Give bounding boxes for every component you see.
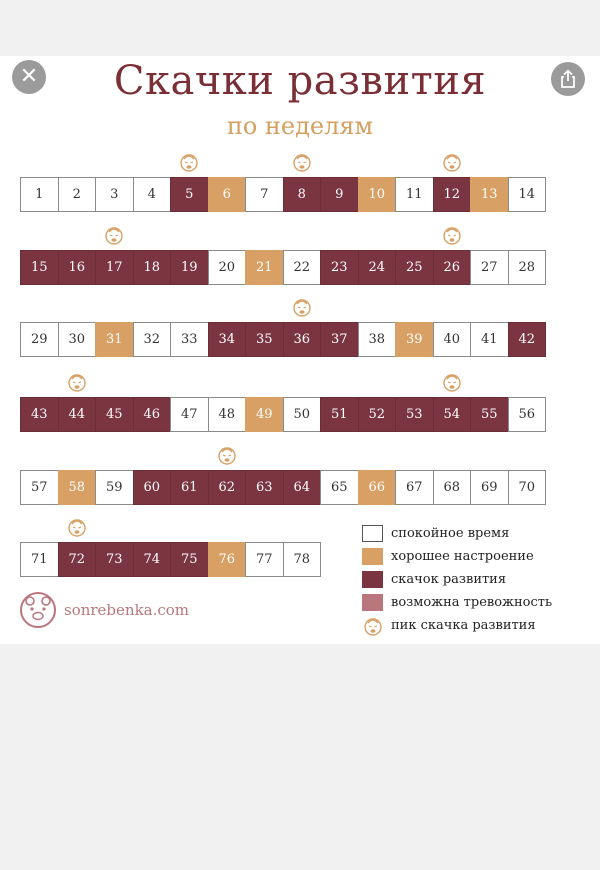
week-cell-19: 19 (170, 250, 209, 285)
week-cell-2: 2 (58, 177, 97, 212)
week-cell-34: 34 (208, 322, 247, 357)
crying-baby-icon (441, 371, 463, 393)
week-cell-24: 24 (358, 250, 397, 285)
week-cell-22: 22 (283, 250, 322, 285)
week-cell-16: 16 (58, 250, 97, 285)
week-cell-78: 78 (283, 542, 322, 577)
week-cell-76: 76 (208, 542, 247, 577)
week-cell-31: 31 (95, 322, 134, 357)
week-row (20, 177, 545, 212)
legend-item-good (362, 545, 552, 568)
week-cell-4: 4 (133, 177, 172, 212)
week-cell-49: 49 (245, 397, 284, 432)
week-cell-67: 67 (395, 470, 434, 505)
week-cell-30: 30 (58, 322, 97, 357)
week-cell-61: 61 (170, 470, 209, 505)
crying-baby-icon (216, 444, 238, 466)
week-cell-63: 63 (245, 470, 284, 505)
week-cell-60: 60 (133, 470, 172, 505)
week-cell-37: 37 (320, 322, 359, 357)
week-cell-56: 56 (508, 397, 547, 432)
week-cell-54: 54 (433, 397, 472, 432)
legend-item-leap (362, 568, 552, 591)
infographic-title: Скачки развития (113, 58, 487, 104)
legend-item-anxiety (362, 591, 552, 614)
share-button[interactable] (551, 62, 585, 96)
legend-swatch (362, 571, 383, 588)
week-cell-72: 72 (58, 542, 97, 577)
bear-logo-icon (16, 590, 60, 630)
week-cell-5: 5 (170, 177, 209, 212)
week-cell-41: 41 (470, 322, 509, 357)
legend-item-peak (362, 614, 552, 637)
week-cell-64: 64 (283, 470, 322, 505)
crying-baby-icon (441, 151, 463, 173)
week-cell-3: 3 (95, 177, 134, 212)
legend-label: скачок развития (391, 572, 507, 587)
week-cell-48: 48 (208, 397, 247, 432)
week-cell-18: 18 (133, 250, 172, 285)
legend-swatch (362, 548, 383, 565)
week-cell-14: 14 (508, 177, 547, 212)
week-cell-62: 62 (208, 470, 247, 505)
week-cell-42: 42 (508, 322, 547, 357)
week-cell-45: 45 (95, 397, 134, 432)
week-row (20, 397, 545, 432)
crying-baby-icon (362, 615, 383, 636)
crying-baby-icon (291, 151, 313, 173)
week-row (20, 470, 545, 505)
week-cell-10: 10 (358, 177, 397, 212)
crying-baby-icon (66, 371, 88, 393)
week-cell-70: 70 (508, 470, 547, 505)
week-row (20, 250, 545, 285)
infographic-subtitle: по неделям (226, 112, 374, 140)
week-cell-39: 39 (395, 322, 434, 357)
week-cell-33: 33 (170, 322, 209, 357)
week-cell-6: 6 (208, 177, 247, 212)
crying-baby-icon (291, 296, 313, 318)
week-cell-32: 32 (133, 322, 172, 357)
legend-item-calm (362, 522, 552, 545)
week-cell-53: 53 (395, 397, 434, 432)
legend (362, 522, 552, 637)
week-cell-73: 73 (95, 542, 134, 577)
week-cell-59: 59 (95, 470, 134, 505)
week-cell-8: 8 (283, 177, 322, 212)
crying-baby-icon (178, 151, 200, 173)
week-cell-36: 36 (283, 322, 322, 357)
week-cell-68: 68 (433, 470, 472, 505)
week-cell-47: 47 (170, 397, 209, 432)
week-cell-11: 11 (395, 177, 434, 212)
week-cell-55: 55 (470, 397, 509, 432)
week-cell-58: 58 (58, 470, 97, 505)
week-cell-44: 44 (58, 397, 97, 432)
week-cell-20: 20 (208, 250, 247, 285)
week-cell-57: 57 (20, 470, 59, 505)
week-row (20, 542, 320, 577)
week-row (20, 322, 545, 357)
week-cell-35: 35 (245, 322, 284, 357)
close-button[interactable] (12, 60, 46, 94)
week-cell-25: 25 (395, 250, 434, 285)
week-cell-75: 75 (170, 542, 209, 577)
week-cell-38: 38 (358, 322, 397, 357)
week-cell-27: 27 (470, 250, 509, 285)
logo-text: sonrebenka.com (64, 601, 190, 619)
week-cell-66: 66 (358, 470, 397, 505)
legend-swatch (362, 525, 383, 542)
week-cell-26: 26 (433, 250, 472, 285)
close-icon: ✕ (19, 64, 39, 89)
week-cell-69: 69 (470, 470, 509, 505)
week-cell-15: 15 (20, 250, 59, 285)
share-icon (559, 69, 577, 89)
legend-label: возможна тревожность (391, 595, 553, 610)
week-cell-52: 52 (358, 397, 397, 432)
crying-baby-icon (441, 224, 463, 246)
week-cell-17: 17 (95, 250, 134, 285)
week-cell-13: 13 (470, 177, 509, 212)
crying-baby-icon (66, 516, 88, 538)
legend-swatch (362, 594, 383, 611)
week-cell-71: 71 (20, 542, 59, 577)
week-cell-50: 50 (283, 397, 322, 432)
week-cell-1: 1 (20, 177, 59, 212)
week-cell-7: 7 (245, 177, 284, 212)
week-cell-40: 40 (433, 322, 472, 357)
week-cell-29: 29 (20, 322, 59, 357)
week-cell-74: 74 (133, 542, 172, 577)
week-cell-28: 28 (508, 250, 547, 285)
legend-label: спокойное время (391, 526, 510, 541)
crying-baby-icon (103, 224, 125, 246)
week-cell-43: 43 (20, 397, 59, 432)
week-cell-21: 21 (245, 250, 284, 285)
week-cell-51: 51 (320, 397, 359, 432)
week-cell-9: 9 (320, 177, 359, 212)
legend-label: хорошее настроение (391, 549, 534, 564)
site-logo (16, 590, 189, 630)
week-cell-23: 23 (320, 250, 359, 285)
week-cell-65: 65 (320, 470, 359, 505)
legend-label: пик скачка развития (391, 618, 536, 633)
week-cell-77: 77 (245, 542, 284, 577)
week-cell-12: 12 (433, 177, 472, 212)
week-cell-46: 46 (133, 397, 172, 432)
